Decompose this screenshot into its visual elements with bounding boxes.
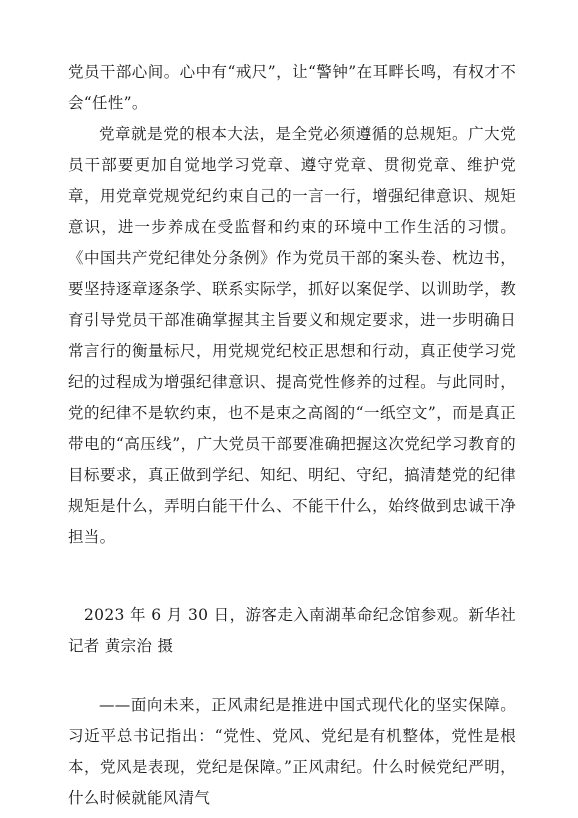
paragraph-continuation: 党员干部心间。心中有“戒尺”，让“警钟”在耳畔长鸣，有权才不会“任性”。 [68,63,516,112]
paragraph-discipline-future: ——面向未来，正风肃纪是推进中国式现代化的坚实保障。习近平总书记指出：“党性、党风、党纪是有机整体，党性是根本，党风是表现，党纪是保障。”正风肃纪。什么时候党纪严明，什么时候就能风清气 [68,696,516,807]
photo-caption: 2023 年 6 月 30 日，游客走入南湖革命纪念馆参观。新华社记者 黄宗治 摄 [68,606,516,655]
paragraph-party-constitution: 党章就是党的根本大法，是全党必须遵循的总规矩。广大党员干部要更加自觉地学习党章、遵守党章、贯彻党章、维护党章，用党章党规党纪约束自己的一言一行，增强纪律意识、规矩意识，进一步养成在受监督和约束的环境中工作生活的习惯。《中国共产党纪律处分条例》作为党员干部的案头卷、枕边书，要坚持逐章逐条学、联系实际学，抓好以案促学、以训助学，教育引导党员干部准确掌握其主旨要义和规定要求，进一步明确日常言行的衡量标尺，用党规党纪校正思想和行动，真正使学习党纪的过程成为增强纪律意识、提高党性修养的过程。与此同时，党的纪律不是软约束，也不是束之高阁的“一纸空文”，而是真正带电的“高压线”，广大党员干部要准确把握这次党纪学习教育的目标要求，真正做到学纪、知纪、明纪、守纪，搞清楚党的纪律规矩是什么，弄明白能干什么、不能干什么，始终做到忠诚干净担当。 [68,125,516,546]
